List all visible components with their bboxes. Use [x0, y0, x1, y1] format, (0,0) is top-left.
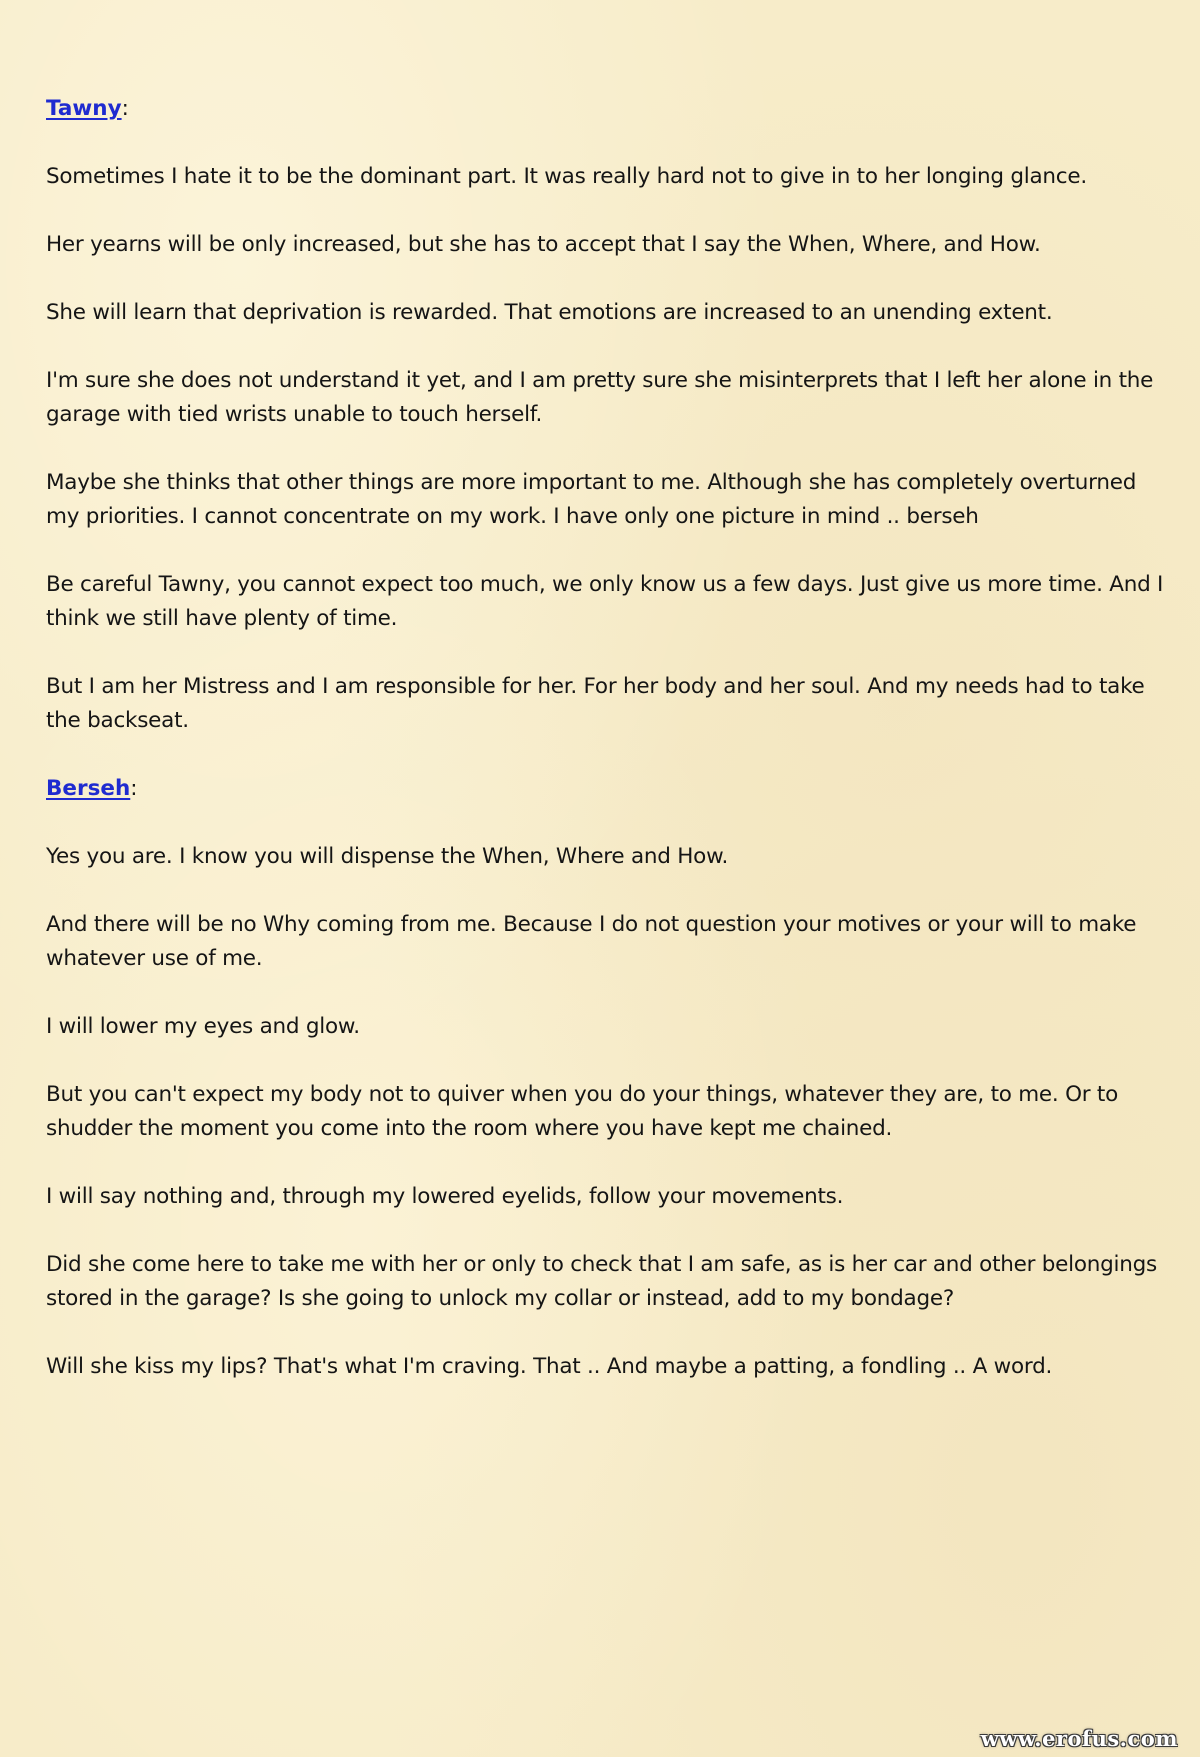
site-watermark: www.erofus.com [980, 1726, 1178, 1751]
paragraph: Her yearns will be only increased, but she has to accept that I say the When, Where, and How. [46, 232, 1041, 257]
paragraph: And there will be no Why coming from me. Because I do not question your motives or your will to make whatever use of me. [46, 912, 1137, 971]
paragraph: But I am her Mistress and I am responsible for her. For her body and her soul. And my needs had to take the backseat. [46, 674, 1145, 733]
document-page [46, 92, 1166, 1418]
paragraph: I will say nothing and, through my lowered eyelids, follow your movements. [46, 1184, 844, 1209]
paragraph: Be careful Tawny, you cannot expect too much, we only know us a few days. Just give us more time. And I think we still have plenty of time. [46, 572, 1164, 631]
paragraph: She will learn that deprivation is rewarded. That emotions are increased to an unending extent. [46, 300, 1053, 325]
speaker-colon: : [130, 776, 138, 801]
paragraph: Did she come here to take me with her or only to check that I am safe, as is her car and other belongings stored in the garage? Is she going to unlock my collar or instead, add to my bondage? [46, 1252, 1158, 1311]
paragraph: Yes you are. I know you will dispense the When, Where and How. [46, 844, 729, 869]
paragraph: I'm sure she does not understand it yet, and I am pretty sure she misinterprets that I left her alone in the garage with tied wrists unable to touch herself. [46, 368, 1154, 427]
speaker-link-berseh[interactable]: Berseh [46, 776, 131, 801]
speaker-colon: : [121, 96, 129, 121]
paragraph: But you can't expect my body not to quiver when you do your things, whatever they are, to me. Or to shudder the moment you come into the room where you have kept me chained. [46, 1082, 1119, 1141]
speaker-heading-berseh [46, 772, 1166, 806]
paragraph: Will she kiss my lips? That's what I'm craving. That .. And maybe a patting, a fondling .. A word. [46, 1354, 1053, 1379]
paragraph: Sometimes I hate it to be the dominant part. It was really hard not to give in to her longing glance. [46, 164, 1087, 189]
paragraph: Maybe she thinks that other things are more important to me. Although she has completely overturned my priorities. I cannot concentrate on my work. I have only one picture in mind .. berseh [46, 470, 1137, 529]
speaker-link-tawny[interactable]: Tawny [46, 96, 122, 121]
speaker-heading-tawny [46, 92, 1166, 126]
paragraph: I will lower my eyes and glow. [46, 1014, 360, 1039]
